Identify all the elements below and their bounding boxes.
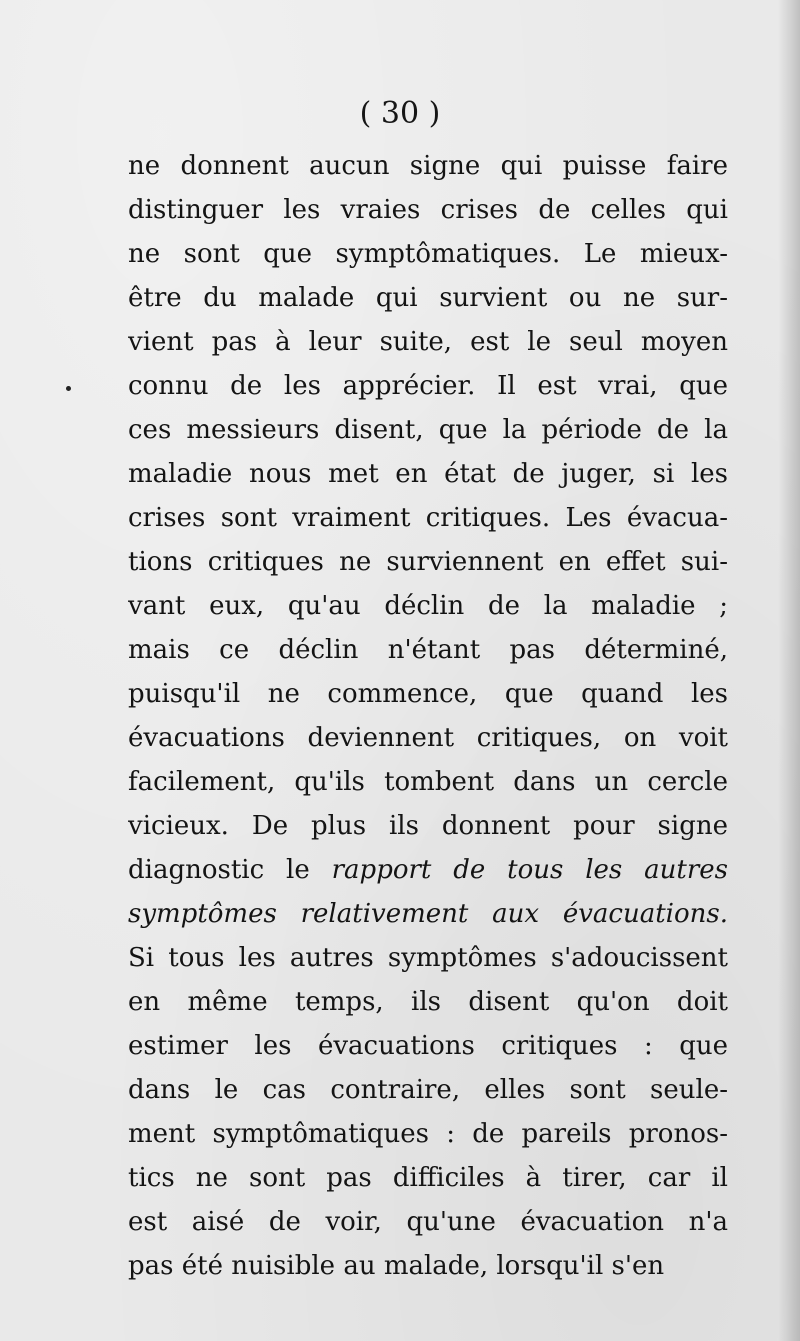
text-line: facilement, qu'ils tombent dans un cercle — [128, 767, 728, 797]
margin-mark — [66, 386, 71, 391]
text-line: tions critiques ne surviennent en effet sui- — [128, 547, 728, 577]
text-line: tics ne sont pas difficiles à tirer, car il — [128, 1163, 728, 1193]
text-line: vant eux, qu'au déclin de la maladie ; — [128, 591, 728, 621]
text-line: puisqu'il ne commence, que quand les — [128, 679, 728, 709]
text-line: Si tous les autres symptômes s'adoucissent — [128, 943, 728, 973]
text-line-italic-full — [128, 892, 728, 936]
text-line: estimer les évacuations critiques : que — [128, 1031, 728, 1061]
text-line: est aisé de voir, qu'une évacuation n'a — [128, 1207, 728, 1237]
text-line: dans le cas contraire, elles sont seule- — [128, 1075, 728, 1105]
text-line: connu de les apprécier. Il est vrai, que — [128, 371, 728, 401]
text-line: en même temps, ils disent qu'on doit — [128, 987, 728, 1017]
text-line-italic: rapport de tous les autres — [331, 855, 728, 885]
text-line-plain: diagnostic le — [128, 855, 332, 885]
text-line-italic: symptômes relativement aux évacuations. — [128, 899, 728, 929]
text-line-mixed — [128, 848, 728, 892]
text-line: crises sont vraiment critiques. Les évacua- — [128, 503, 728, 533]
text-line: évacuations deviennent critiques, on voit — [128, 723, 728, 753]
text-line: ces messieurs disent, que la période de la — [128, 415, 728, 445]
text-line: ne sont que symptômatiques. Le mieux- — [128, 239, 728, 269]
text-line: pas été nuisible au malade, lorsqu'il s'en — [128, 1251, 665, 1281]
page-number: ( 30 ) — [359, 96, 441, 131]
text-line: être du malade qui survient ou ne sur- — [128, 283, 728, 313]
page-edge-shadow — [778, 0, 800, 1341]
text-line: maladie nous met en état de juger, si les — [128, 459, 728, 489]
text-line: vient pas à leur suite, est le seul moyen — [128, 327, 728, 357]
text-line: vicieux. De plus ils donnent pour signe — [128, 811, 728, 841]
text-line: distinguer les vraies crises de celles qui — [128, 195, 728, 225]
body-text — [128, 144, 728, 1288]
text-line: ne donnent aucun signe qui puisse faire — [128, 151, 728, 181]
text-line: mais ce déclin n'étant pas déterminé, — [128, 635, 728, 665]
text-line: ment symptômatiques : de pareils pronos- — [128, 1119, 728, 1149]
